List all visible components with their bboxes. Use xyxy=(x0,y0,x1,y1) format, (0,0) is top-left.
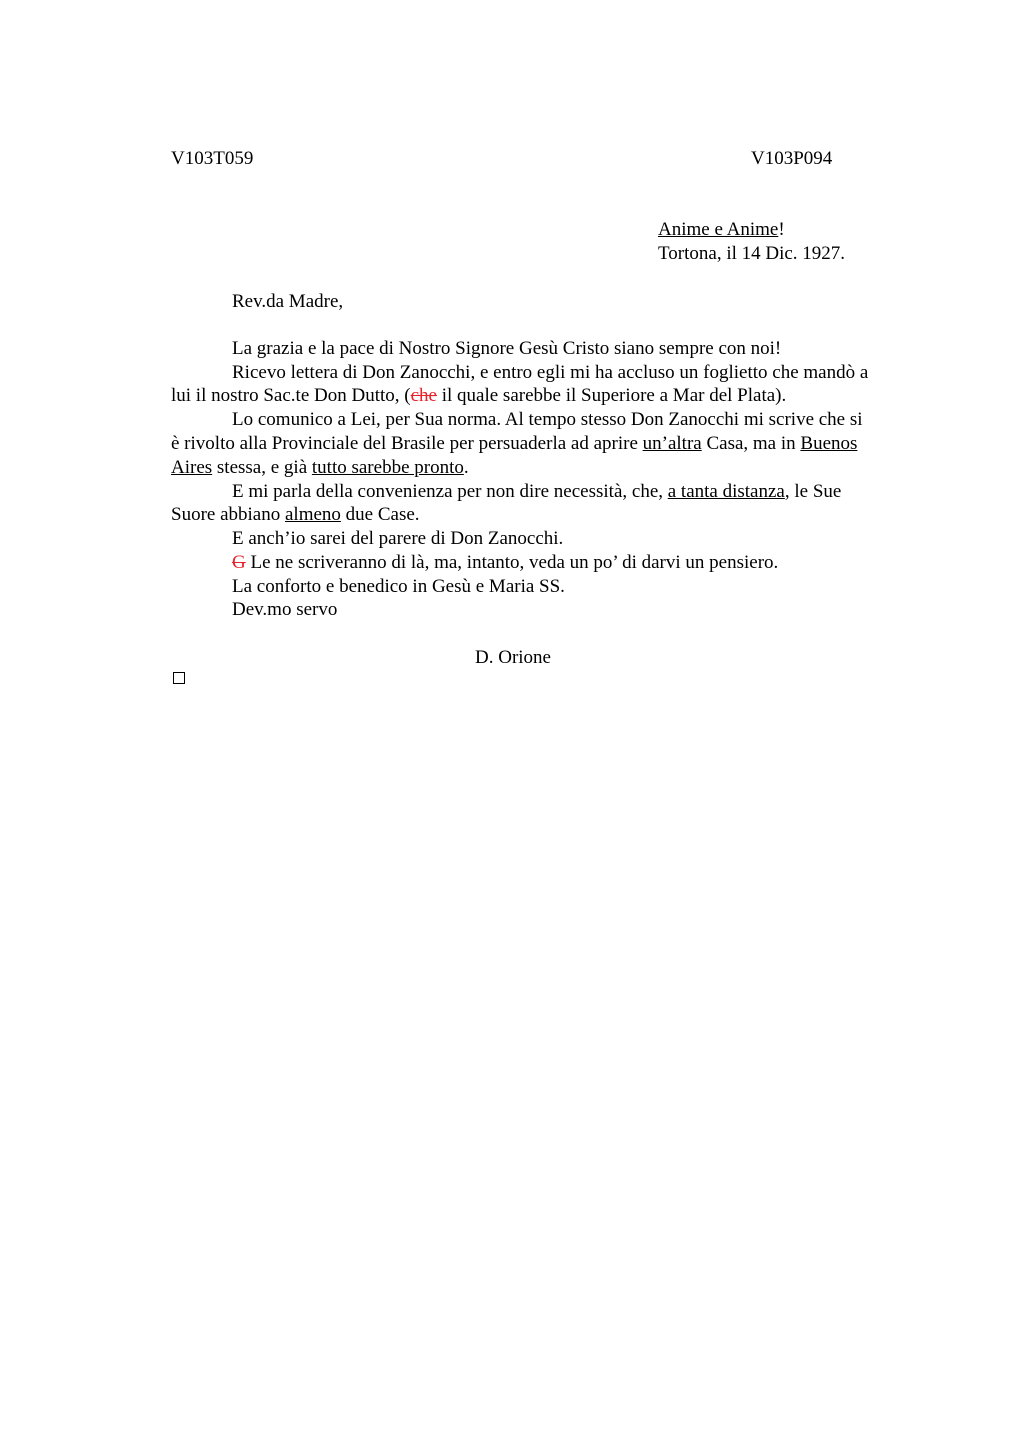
salutation: Rev.da Madre, xyxy=(232,291,344,312)
text-span: è rivolto alla Provinciale del Brasile per persuaderla ad aprire xyxy=(171,433,643,454)
underlined-phrase: Aires xyxy=(171,457,213,478)
paragraph-communication-line-2 xyxy=(171,432,857,456)
signature: D. Orione xyxy=(475,647,551,668)
underlined-phrase: tutto sarebbe pronto xyxy=(311,457,464,478)
text-span: il quale sarebbe il Superiore a Mar del Plata). xyxy=(436,385,787,406)
underlined-phrase: a tanta distanza xyxy=(667,481,785,502)
paragraph-blessing: La conforto e benedico in Gesù e Maria SS. xyxy=(232,576,565,597)
end-marker-box xyxy=(173,672,185,684)
text-span: Suore abbiano xyxy=(171,504,285,525)
paragraph-communication-line-1: Lo comunico a Lei, per Sua norma. Al tempo stesso Don Zanocchi mi scrive che si xyxy=(232,409,863,430)
paragraph-convenience-line-2 xyxy=(171,503,420,527)
paragraph-reply xyxy=(232,551,778,575)
paragraph-convenience-line-1 xyxy=(232,480,841,504)
text-span: Le ne scriveranno di là, ma, intanto, veda un po’ di darvi un pensiero. xyxy=(245,552,779,573)
text-span: . xyxy=(463,457,469,478)
paragraph-opinion: E anch’io sarei del parere di Don Zanocchi. xyxy=(232,528,564,549)
place-date: Tortona, il 14 Dic. 1927. xyxy=(658,243,846,264)
deleted-letter: G xyxy=(232,552,246,573)
motto-underlined: Anime e Anime xyxy=(658,219,779,240)
underlined-phrase: almeno xyxy=(284,504,341,525)
text-span: stessa, e già xyxy=(212,457,312,478)
paragraph-greeting: La grazia e la pace di Nostro Signore Gesù Cristo siano sempre con noi! xyxy=(232,338,782,359)
paragraph-communication-line-3 xyxy=(171,456,469,480)
motto xyxy=(658,218,785,242)
document-code-right: V103P094 xyxy=(751,148,833,169)
underlined-phrase: Buenos xyxy=(800,433,858,454)
closing: Dev.mo servo xyxy=(232,599,338,620)
paragraph-letter-line-2 xyxy=(171,384,786,408)
text-span: , le Sue xyxy=(784,481,842,502)
text-span: lui il nostro Sac.te Don Dutto, ( xyxy=(171,385,411,406)
text-span: due Case. xyxy=(340,504,420,525)
document-code-left: V103T059 xyxy=(171,148,254,169)
text-span: E mi parla della convenienza per non dire necessità, che, xyxy=(232,481,668,502)
text-span: Casa, ma in xyxy=(701,433,801,454)
deleted-word: che xyxy=(410,385,437,406)
underlined-phrase: un’altra xyxy=(642,433,702,454)
paragraph-letter-line-1: Ricevo lettera di Don Zanocchi, e entro egli mi ha accluso un foglietto che mandò a xyxy=(232,362,869,383)
motto-suffix: ! xyxy=(778,219,785,240)
